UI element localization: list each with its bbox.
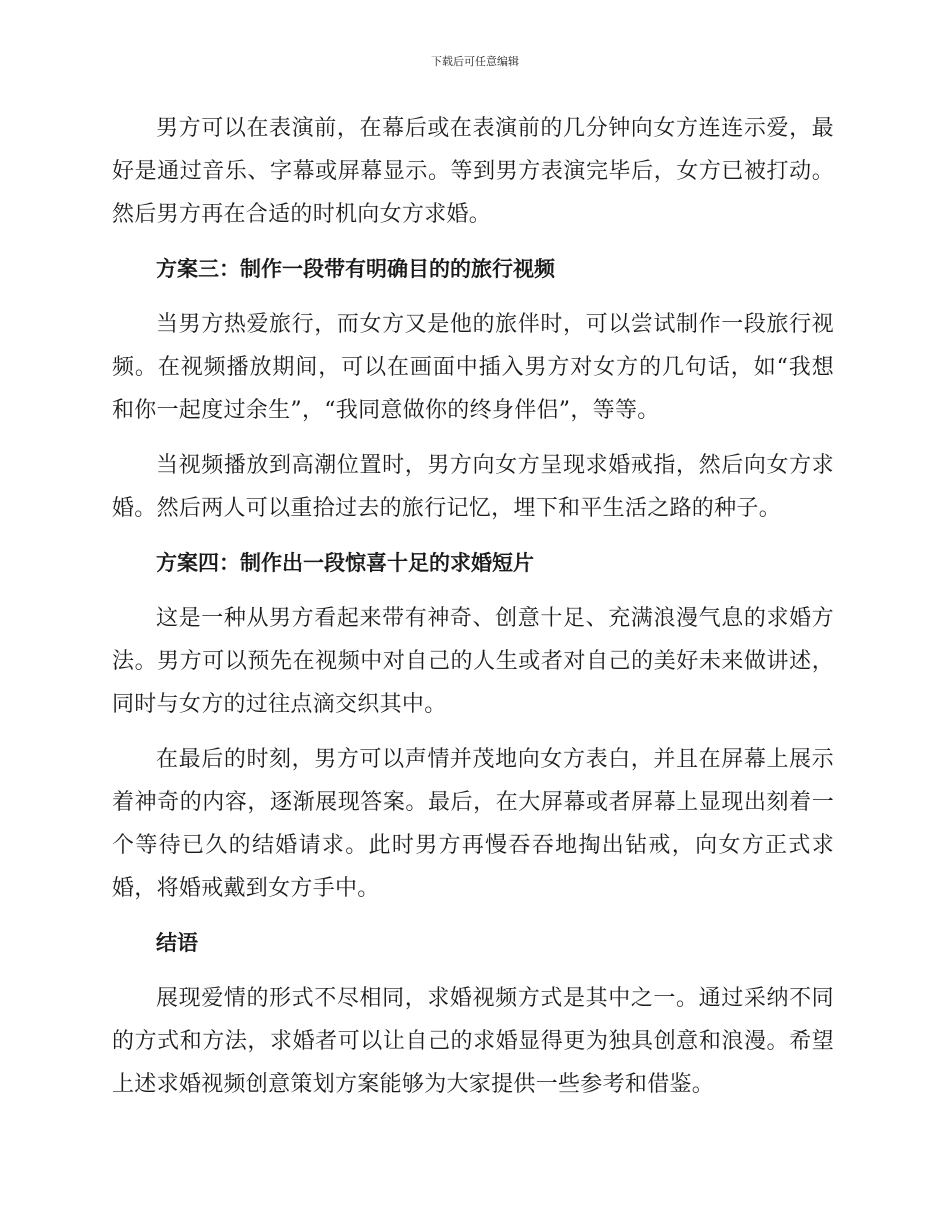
section-heading: 方案四：制作出一段惊喜十足的求婚短片 [156,551,534,575]
section-heading: 结语 [156,931,198,955]
document-body [112,107,834,1118]
page-header: 下载后可任意编辑 [431,55,519,68]
paragraph: 展现爱情的形式不尽相同，求婚视频方式是其中之一。通过采纳不同的方式和方法，求婚者可以让自己的求婚显得更为独具创意和浪漫。希望上述求婚视频创意策划方案能够为大家提供一些参考和借鉴。 [112,986,834,1097]
paragraph: 当男方热爱旅行，而女方又是他的旅伴时，可以尝试制作一段旅行视频。在视频播放期间，可以在画面中插入男方对女方的几句话，如“我想和你一起度过余生”，“我同意做你的终身伴侣”，等等。 [112,312,834,423]
paragraph: 当视频播放到高潮位置时，男方向女方呈现求婚戒指，然后向女方求婚。然后两人可以重拾过去的旅行记忆，埋下和平生活之路的种子。 [112,453,834,521]
paragraph: 这是一种从男方看起来带有神奇、创意十足、充满浪漫气息的求婚方法。男方可以预先在视频中对自己的人生或者对自己的美好未来做讲述，同时与女方的过往点滴交织其中。 [112,606,834,717]
paragraph: 在最后的时刻，男方可以声情并茂地向女方表白，并且在屏幕上展示着神奇的内容，逐渐展现答案。最后，在大屏幕或者屏幕上显现出刻着一个等待已久的结婚请求。此时男方再慢吞吞地掏出钻戒，向女方正式求婚，将婚戒戴到女方手中。 [112,747,834,901]
section-heading: 方案三：制作一段带有明确目的的旅行视频 [156,257,555,281]
paragraph: 男方可以在表演前，在幕后或在表演前的几分钟向女方连连示爱，最好是通过音乐、字幕或屏幕显示。等到男方表演完毕后，女方已被打动。然后男方再在合适的时机向女方求婚。 [112,116,834,227]
